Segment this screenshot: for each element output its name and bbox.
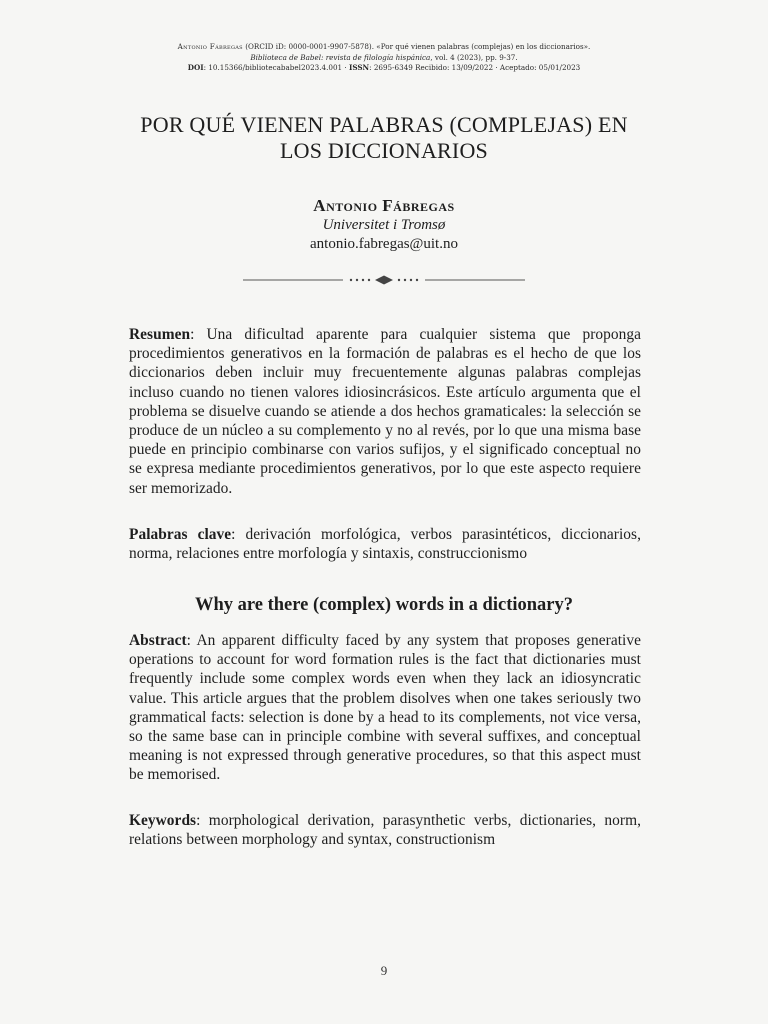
resumen-paragraph — [129, 325, 641, 498]
ornament-divider-icon — [243, 272, 525, 288]
page-number: 9 — [380, 963, 388, 978]
header-author: Antonio Fábregas — [177, 42, 243, 51]
keywords-text: : morphological derivation, parasynthetic verbs, dictionaries, norm, relations between morphology and syntax, constructionism — [129, 812, 641, 849]
header-journal: Biblioteca de Babel: revista de filología hispánica — [250, 52, 431, 62]
title-line-2: LOS DICCIONARIOS — [280, 138, 488, 163]
header-citation-text: (ORCID iD: 0000-0001-9907-5878). «Por qué vienen palabras (complejas) en los diccionarios». — [242, 42, 591, 51]
resumen-label: Resumen — [129, 326, 191, 343]
header-volume: , vol. 4 (2023), pp. 9-37. — [430, 52, 518, 62]
author-email[interactable]: antonio.fabregas@uit.no — [310, 236, 458, 252]
header-citation-line — [120, 42, 648, 53]
keywords-label: Keywords — [129, 812, 197, 829]
author-name: Antonio Fábregas — [313, 196, 455, 215]
palabras-clave-paragraph — [129, 525, 641, 563]
article-title — [110, 112, 658, 164]
author-block — [184, 196, 584, 254]
header-doi-line — [120, 63, 648, 74]
english-title: Why are there (complex) words in a dictionary? — [194, 595, 573, 615]
author-affiliation: Universitet i Tromsø — [322, 217, 446, 233]
abstract-label: Abstract — [129, 632, 187, 649]
resumen-text: : Una dificultad aparente para cualquier sistema que proponga procedimientos generativos en la formación de palabras es el hecho de que los diccionarios deben incluir muy frecuentemente algunas palabras complejas incluso cuando no tienen valores idiosincrásicos. Este artículo argumenta que el problema se disuelve cuando se atiende a dos hechos gramaticales: la selección se produce de un núcleo a su complemento y no al revés, por lo que una misma base puede en principio combinarse con varios sufijos, y el significado conceptual no se expresa mediante procedimientos generativos, por lo que este aspecto requiere ser memorizado. — [129, 326, 641, 497]
keywords-paragraph — [129, 811, 641, 849]
title-line-1: POR QUÉ VIENEN PALABRAS (COMPLEJAS) EN — [140, 112, 628, 137]
running-header — [120, 42, 648, 74]
abstract-paragraph — [129, 631, 641, 785]
palabras-clave-label: Palabras clave — [129, 526, 232, 543]
abstract-text: : An apparent difficulty faced by any system that proposes generative operations to account for word formation rules is the fact that dictionaries must frequently include some complex words even when they lack an idiosyncratic value. This article argues that the problem disolves when one takes seriously two grammatical facts: selection is done by a head to its complements, not vice versa, so the same base can in principle combine with several suffixes, and conceptual meaning is not expressed through generative procedures, so that this aspect must be memorised. — [129, 632, 641, 784]
header-doi: : 10.15366/bibliotecababel2023.4.001 · — [203, 63, 349, 73]
header-doi-label: DOI — [187, 63, 204, 73]
header-issn-label: ISSN — [348, 63, 370, 73]
palabras-clave-text: : derivación morfológica, verbos parasintéticos, diccionarios, norma, relaciones entre morfología y sintaxis, construccionismo — [129, 526, 641, 563]
header-journal-line — [120, 53, 648, 64]
header-issn: : 2695-6349 Recibido: 13/09/2022 · Aceptado: 05/01/2023 — [369, 63, 581, 73]
